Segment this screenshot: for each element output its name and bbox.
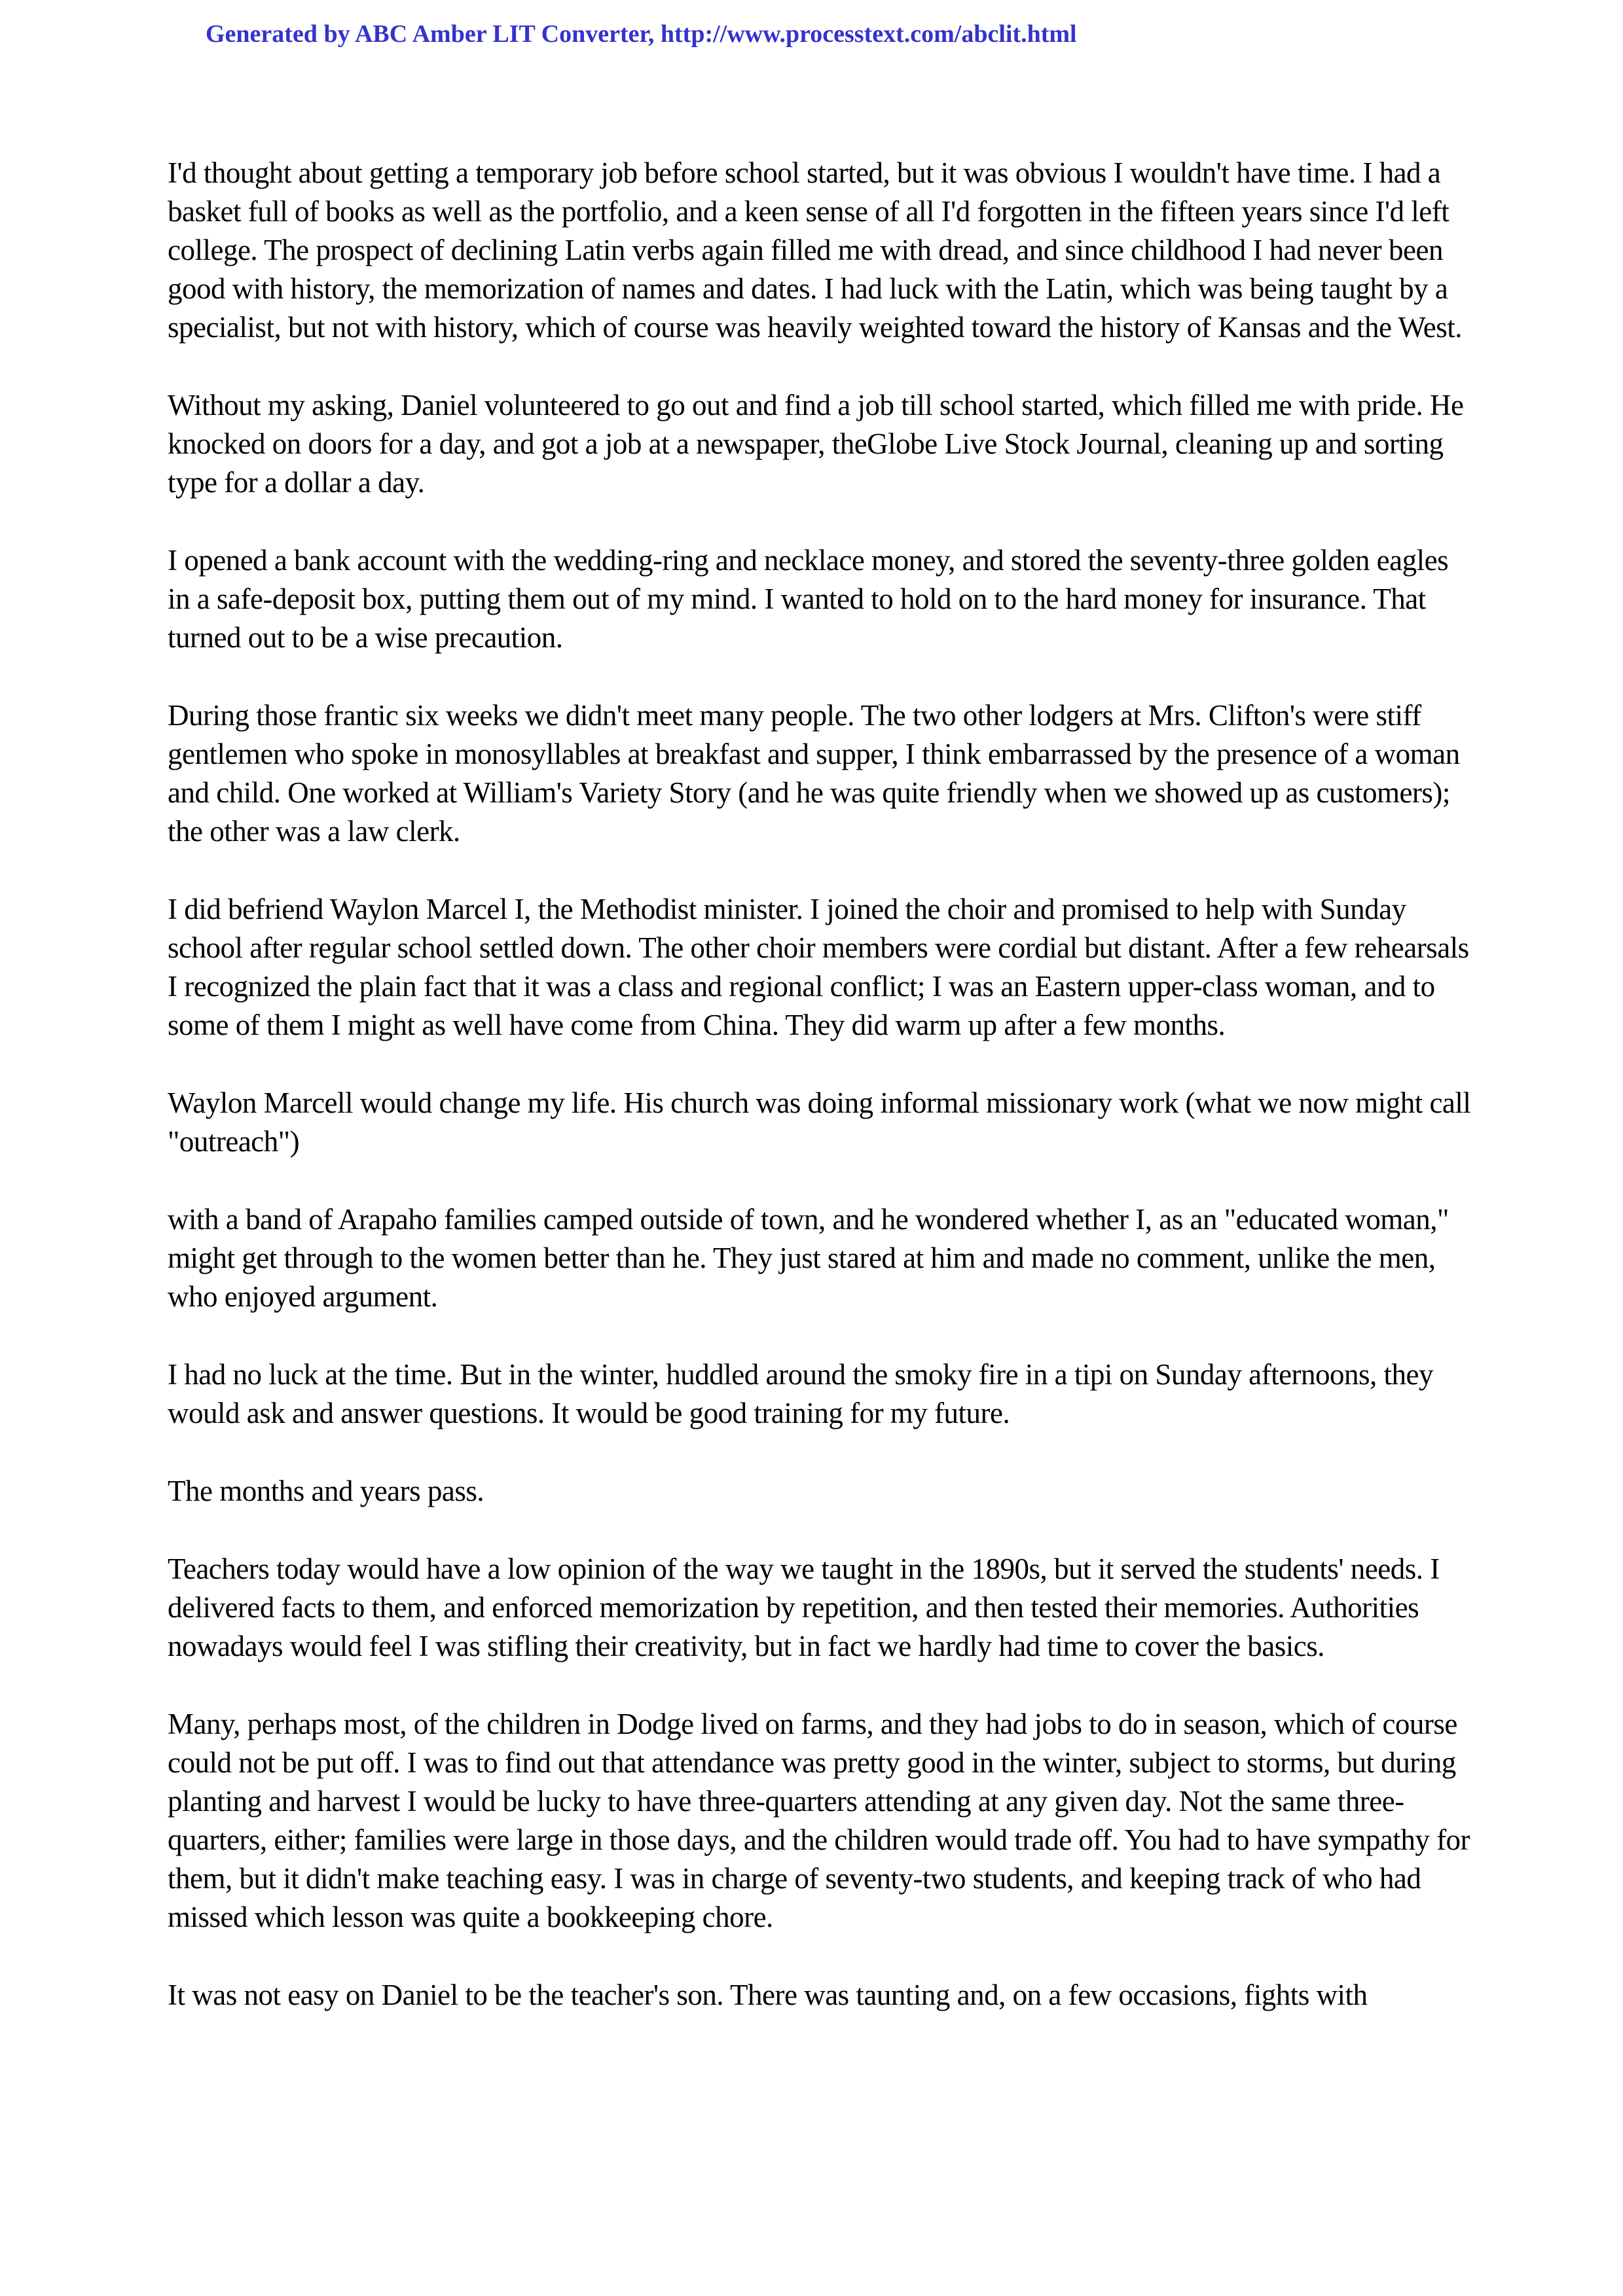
converter-header	[206, 17, 1077, 51]
paragraph: I did befriend Waylon Marcel I, the Methodist minister. I joined the choir and promised to help with Sunday school after regular school settled down. The other choir members were cordial but distant. After a few rehearsals I recognized the plain fact that it was a class and regional conflict; I was an Eastern upper-class woman, and to some of them I might as well have come from China. They did warm up after a few months.	[168, 893, 1469, 1041]
converter-header-link[interactable]: Generated by ABC Amber LIT Converter, http://www.processtext.com/abclit.html	[206, 20, 1077, 48]
paragraph: I opened a bank account with the wedding-ring and necklace money, and stored the seventy-three golden eagles in a safe-deposit box, putting them out of my mind. I wanted to hold on to the hard money for insurance. That turned out to be a wise precaution.	[168, 544, 1449, 654]
document-body	[168, 154, 1477, 2015]
paragraph: Without my asking, Daniel volunteered to go out and find a job till school started, which filled me with pride. He knocked on doors for a day, and got a job at a newspaper, theGlobe Live Stock Journal, cleaning up and sorting type for a dollar a day.	[168, 389, 1464, 499]
paragraph: with a band of Arapaho families camped outside of town, and he wondered whether I, as an "educated woman," might get through to the women better than he. They just stared at him and made no comment, unlike the men, who enjoyed argument.	[168, 1203, 1449, 1313]
paragraph: During those frantic six weeks we didn't meet many people. The two other lodgers at Mrs. Clifton's were stiff gentlemen who spoke in monosyllables at breakfast and supper, I think embarrassed by the presence of a woman and child. One worked at William's Variety Story (and he was quite friendly when we showed up as customers); the other was a law clerk.	[168, 699, 1460, 848]
paragraph: Waylon Marcell would change my life. His church was doing informal missionary work (what we now might call "outreach")	[168, 1086, 1471, 1158]
paragraph: It was not easy on Daniel to be the teacher's son. There was taunting and, on a few occasions, fights with	[168, 1979, 1368, 2011]
paragraph: Many, perhaps most, of the children in Dodge lived on farms, and they had jobs to do in season, which of course could not be put off. I was to find out that attendance was pretty good in the winter, subject to storms, but during planting and harvest I would be lucky to have three-quarters attending at any given day. Not the same three-quarters, either; families were large in those days, and the children would trade off. You had to have sympathy for them, but it didn't make teaching easy. I was in charge of seventy-two students, and keeping track of who had missed which lesson was quite a bookkeeping chore.	[168, 1708, 1470, 1933]
paragraph: I'd thought about getting a temporary job before school started, but it was obvious I wouldn't have time. I had a basket full of books as well as the portfolio, and a keen sense of all I'd forgotten in the fifteen years since I'd left college. The prospect of declining Latin verbs again filled me with dread, and since childhood I had never been good with history, the memorization of names and dates. I had luck with the Latin, which was being taught by a specialist, but not with history, which of course was heavily weighted toward the history of Kansas and the West.	[168, 156, 1462, 344]
paragraph: I had no luck at the time. But in the winter, huddled around the smoky fire in a tipi on Sunday afternoons, they would ask and answer questions. It would be good training for my future.	[168, 1358, 1434, 1429]
paragraph: Teachers today would have a low opinion of the way we taught in the 1890s, but it served the students' needs. I delivered facts to them, and enforced memorization by repetition, and then tested their memories. Authorities nowadays would feel I was stifling their creativity, but in fact we hardly had time to cover the basics.	[168, 1552, 1440, 1662]
paragraph: The months and years pass.	[168, 1475, 484, 1507]
